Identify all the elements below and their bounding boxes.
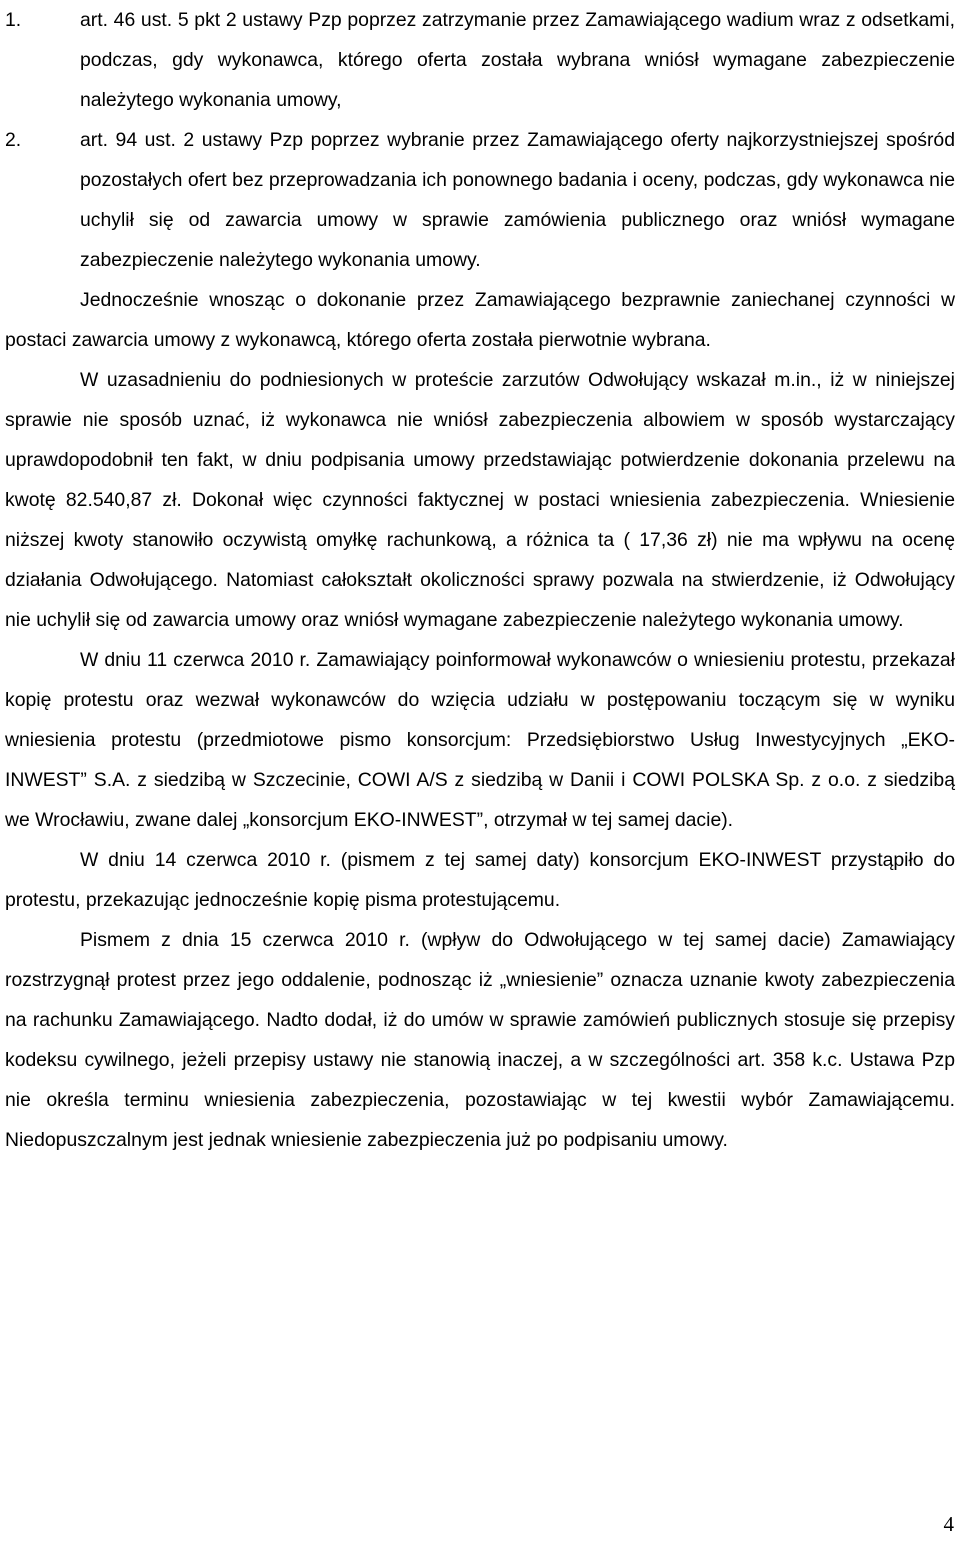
- list-item-text: art. 46 ust. 5 pkt 2 ustawy Pzp poprzez zatrzymanie przez Zamawiającego wadium wraz z odsetkami, podczas, gdy wykonawca, którego oferta została wybrana wniósł wymagane zabezpieczenie należytego wykonania umowy,: [80, 9, 955, 111]
- list-item: [5, 0, 955, 120]
- paragraph-notification: W dniu 11 czerwca 2010 r. Zamawiający poinformował wykonawców o wniesieniu protestu, przekazał kopię protestu oraz wezwał wykonawców do wzięcia udziału w postępowaniu toczącym się w wyniku wniesienia protestu (przedmiotowe pismo konsorcjum: Przedsiębiorstwo Usług Inwestycyjnych „EKO-INWEST” S.A. z siedzibą w Szczecinie, COWI A/S z siedzibą w Danii i COWI POLSKA Sp. z o.o. z siedzibą we Wrocławiu, zwane dalej „konsorcjum EKO-INWEST”, otrzymał w tej samej dacie).: [5, 649, 955, 831]
- list-item: [5, 120, 955, 280]
- paragraph-justification: W uzasadnieniu do podniesionych w proteście zarzutów Odwołujący wskazał m.in., iż w niniejszej sprawie nie sposób uznać, iż wykonawca nie wniósł zabezpieczenia albowiem w sposób wystarczający uprawdopodobnił ten fakt, w dniu podpisania umowy przedstawiając potwierdzenie dokonania przelewu na kwotę 82.540,87 zł. Dokonał więc czynności faktycznej w postaci wniesienia zabezpieczenia. Wniesienie niższej kwoty stanowiło oczywistą omyłkę rachunkową, a różnica ta ( 17,36 zł) nie ma wpływu na ocenę działania Odwołującego. Natomiast całokształt okoliczności sprawy pozwala na stwierdzenie, iż Odwołujący nie uchylił się od zawarcia umowy oraz wniósł wymagane zabezpieczenie należytego wykonania umowy.: [5, 369, 955, 631]
- paragraph-accession: W dniu 14 czerwca 2010 r. (pismem z tej samej daty) konsorcjum EKO-INWEST przystąpiło do protestu, przekazując jednocześnie kopię pisma protestującemu.: [5, 849, 955, 911]
- paragraph-resolution: Pismem z dnia 15 czerwca 2010 r. (wpływ do Odwołującego w tej samej dacie) Zamawiający rozstrzygnął protest przez jego oddalenie, podnosząc iż „wniesienie” oznacza uznanie kwoty zabezpieczenia na rachunku Zamawiającego. Nadto dodał, iż do umów w sprawie zamówień publicznych stosuje się przepisy kodeksu cywilnego, jeżeli przepisy ustawy nie stanowią inaczej, a w szczególności art. 358 k.c. Ustawa Pzp nie określa terminu wniesienia zabezpieczenia, pozostawiając w tej kwestii wybór Zamawiającemu. Niedopuszczalnym jest jednak wniesienie zabezpieczenia już po podpisaniu umowy.: [5, 929, 955, 1151]
- list-item-number: 2.: [5, 129, 22, 151]
- list-item-text: art. 94 ust. 2 ustawy Pzp poprzez wybranie przez Zamawiającego oferty najkorzystniejszej spośród pozostałych ofert bez przeprowadzania ich ponownego badania i oceny, podczas, gdy wykonawca nie uchylił się od zawarcia umowy w sprawie zamówienia publicznego oraz wniósł wymagane zabezpieczenie należytego wykonania umowy.: [80, 129, 955, 271]
- document-page: [5, 0, 955, 1160]
- list-item-number: 1.: [5, 9, 22, 31]
- objection-list: [5, 0, 955, 280]
- page-number: 4: [943, 1512, 954, 1536]
- paragraph-request: Jednocześnie wnosząc o dokonanie przez Zamawiającego bezprawnie zaniechanej czynności w postaci zawarcia umowy z wykonawcą, którego oferta została pierwotnie wybrana.: [5, 289, 955, 351]
